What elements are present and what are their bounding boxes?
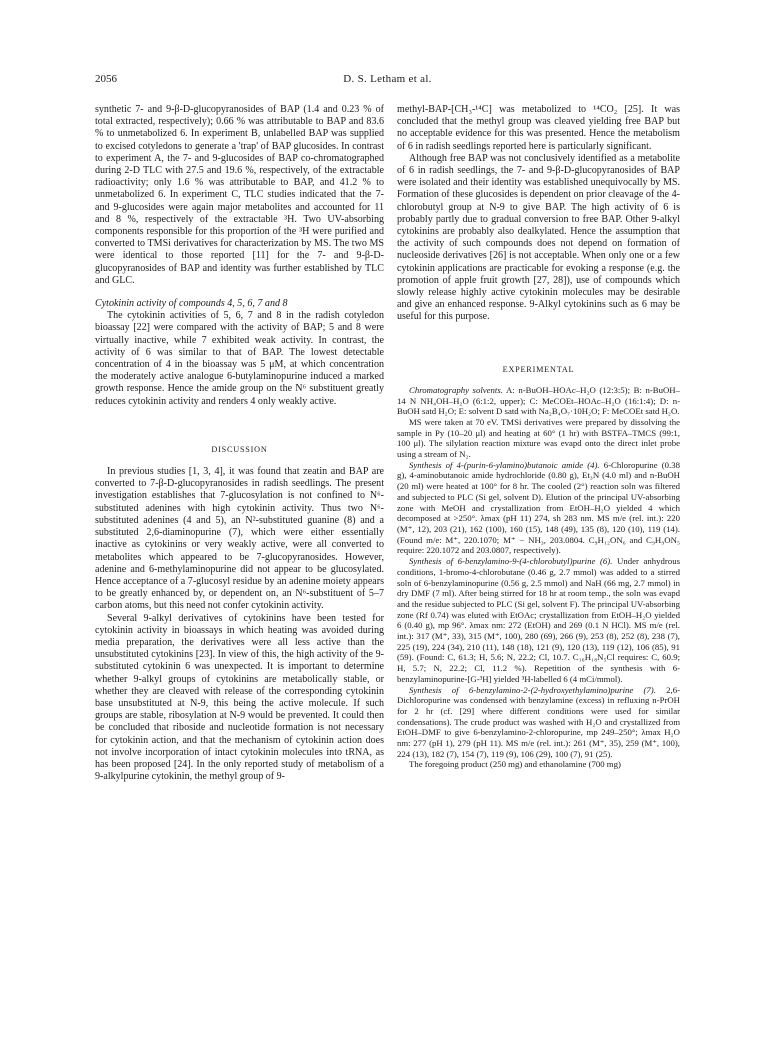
experimental-paragraph: MS were taken at 70 eV. TMSi derivatives were prepared by dissolving the sample in Py (10–20 μl) and heating at 60° (1 hr) with BSTFA–TMCS (99:1, 100 μl). The silylation reaction mixture was evapd onto the direct inlet probe using a stream of N₂. [397,416,680,460]
subsection-heading: Cytokinin activity of compounds 4, 5, 6, 7 and 8 [95,298,288,310]
body-paragraph: Several 9-alkyl derivatives of cytokinins have been tested for cytokinin activity in bioassays in which heating was avoided during media preparation, the derivatives were all less active than the unsubstituted cytokinins [23]. In view of this, the high activity of the 9-substituted cytokinin 6 was unexpected. It is important to determine whether 9-alkyl groups of cytokinins are metabolically stable, or whether they are cleaved with release of the corresponding cytokinin base unsubstituted at N-9, this being the active molecule. If such groups are stable, ribosylation at N-9 would be prevented. It could then be concluded that riboside and nucleotide formation is not necessary for cytokinin action, and that the mechanism of cytokinin action does not involve incorporation of intact cytokinin molecules into tRNA, as has been proposed [24]. In the only reported study of metabolism of a 9-alkylpurine cytokinin, the methyl group of 9- [95,612,384,783]
paragraph-label: Synthesis of 4-(purin-6-ylamino)butanoic amide (4). [409,459,600,470]
body-paragraph: methyl-BAP-[CH₃-¹⁴C] was metabolized to ¹⁴CO₂ [25]. It was concluded that the methyl group was cleaved yielding free BAP but no acceptable evidence for this was presented. Hence the metabolism of 6 in radish seedlings reported here is particularly significant. [397,104,680,152]
experimental-heading: EXPERIMENTAL [502,364,575,374]
paragraph-label: Synthesis of 6-benzylamino-2-(2-hydroxyethylamino)purine (7). [409,684,656,695]
experimental-paragraph [397,385,680,417]
experimental-paragraph [397,685,680,760]
paragraph-label: Chromatography solvents. [409,384,503,395]
body-paragraph: In previous studies [1, 3, 4], it was found that zeatin and BAP are converted to 7-β-D-glucopyranosides in radish seedlings. The present investigation establishes that 7-glucosylation is not confined to N⁶-substituted adenines with high cytokinin activity. Thus two N⁶-substituted adenines (4 and 5), an N²-substituted guanine (8) and a substituted 2,6-diaminopurine (7), which were either essentially inactive as cytokinins or very weakly active, were all converted to metabolites which appeared to be 7-glucopyranosides. However, adenine and 6-methylaminopurine did not appear to be glucosylated. Hence acceptance of a 7-glucosyl residue by an adenine moiety appears to be greatly enhanced by, or dependent on, an N⁶-substituent of 5–7 carbon atoms, but this need not confer cytokinin activity. [95,466,384,612]
paragraph-text: 2,6-Dichloropurine was condensed with benzylamine (excess) in refluxing n-PrOH for 2 hr (cf. [29] where different conditions were used for similar condensations). The crude product was washed with H₂O and crystallized from EtOH–DMF to give 6-benzylamino-2-chloropurine, mp 249–250°; λmax H₂O nm: 277 (pH 1), 279 (pH 11). MS m/e (rel. int.): 261 (M⁺, 35), 259 (M⁺, 100), 224 (13), 182 (7), 154 (7), 119 (9), 106 (29), 100 (7), 91 (25). [397,684,680,759]
body-paragraph: Although free BAP was not conclusively identified as a metabolite of 6 in radish seedlings, the 7- and 9-β-D-glucopyranosides of BAP were isolated and their identity was established unequivocally by MS. Formation of these glucosides is dependent on prior cleavage of the 4-chlorobutyl group at N-9 to give BAP. The high activity of 6 is probably partly due to gradual conversion to free BAP. Other 9-alkyl cytokinins are probably also dealkylated. Hence the assumption that the activity of such compounds does not depend on formation of nucleoside derivatives [26] is not acceptable. When only one or a few cytokinin applications are practicable for evoking a response (e.g. the promotion of apple fruit growth [27, 28]), use of compounds which slowly release highly active cytokinin molecules may be desirable and give an enhanced response. 9-Alkyl cytokinins such as 6 may be useful for this purpose. [397,152,680,323]
experimental-paragraph [397,460,680,556]
page-header [95,73,680,89]
body-paragraph: synthetic 7- and 9-β-D-glucopyranosides of BAP (1.4 and 0.23 % of total extracted, respectively); 0.66 % was attributable to BAP and 83.6 % to unmetabolized 6. In experiment B, unlabelled BAP was supplied to excised cotyledons to generate a 'trap' of BAP glucosides. In contrast to experiment A, the 7- and 9-glucosides of BAP co-chromatographed during 2-D TLC with 27.5 and 19.6 %, respectively, of the extractable radioactivity; only 1.6 % was attributable to BAP, and 41.2 % to unmetabolized 6. In experiment C, TLC studies indicated that the 7- and 9-glucosides were again major metabolites and accounted for 11 and 8 %, respectively of the extractable ³H. Two UV-absorbing components responsible for this proportion of the ³H were purified and converted to TMSi derivatives for characterization by MS. The two MS were identical to those reported [11] for the 7- and 9-β-D-glucopyranosides of BAP and identity was further established by TLC and GLC. [95,104,384,286]
experimental-paragraph [397,556,680,684]
right-column [397,104,680,770]
paragraph-text: A: n-BuOH–HOAc–H₂O (12:3:5); B: n-BuOH–14 N NH₄OH–H₂O (6:1:2, upper); C: MeCOEt–HOAc–H₂O (16:1:4); D: n-BuOH satd H₂O; E: solvent D satd with Na₂B₄O₇·10H₂O; F: MeCOEt satd H₂O. [397,384,680,417]
left-column [95,104,384,783]
page-number: 2056 [95,73,117,85]
paragraph-label: Synthesis of 6-benzylamino-9-(4-chlorobutyl)purine (6). [409,556,613,567]
paragraph-text: 6-Chloropurine (0.38 g), 4-aminobutanoic amide hydrochloride (0.80 g), Et₃N (4.0 ml) and n-BuOH (20 ml) were heated at 100° for 8 hr. The cooled (2°) reaction soln was filtered and subjected to PLC (Si gel, solvent D). Elution of the principal UV-absorbing zone with MeOH and crystallization from EtOH–H₂O yielded 4 which decomposed at >250°. λmax (pH 11) 274, sh 283 nm. MS m/e (rel. int.): 220 (M⁺, 12), 203 (21), 162 (100), 160 (15), 148 (49), 135 (8), 120 (10), 119 (14). (Found m/e: M⁺, 220.1070; M⁺ − NH₃, 203.0804. C₉H₁₂ON₆ and C₉H₉ON₅ require: 220.1072 and 203.0807, respectively). [397,459,680,556]
body-paragraph: The cytokinin activities of 5, 6, 7 and 8 in the radish cotyledon bioassay [22] were compared with the activity of BAP; 5 and 8 were virtually inactive, while 7 exhibited weak activity. In contrast, the activity of 6 was similar to that of BAP. The lowest detectable concentration of 4 in the bioassay was 5 μM, at which concentration the moderately active analogue 6-butylaminopurine induced a marked growth response. Hence the amide group on the N⁶ substituent greatly reduces cytokinin activity and renders 4 only weakly active. [95,310,384,407]
experimental-paragraph: The foregoing product (250 mg) and ethanolamine (700 mg) [409,759,621,770]
running-title: D. S. Letham et al. [343,73,432,85]
paragraph-text: Under anhydrous conditions, 1-bromo-4-chlorobutane (0.46 g, 2.7 mmol) was added to a stirred soln of 6-benzylaminopurine (0.56 g, 2.5 mmol) and NaH (66 mg, 2.7 mmol) in dry DMF (7 ml). After being stirred for 18 hr at room temp., the soln was evapd and the residue subjected to PLC (Si gel, solvent F). The principal UV-absorbing zone (Rf 0.74) was eluted with EtOAc; crystallization from EtOH–H₂O yielded 6 (0.40 g), mp 96°. λmax nm: 272 (EtOH) and 269 (0.1 N HCl). MS m/e (rel. int.): 317 (M⁺, 33), 315 (M⁺, 100), 280 (69), 266 (9), 253 (8), 252 (8), 238 (7), 225 (19), 224 (34), 210 (11), 148 (18), 121 (9), 120 (13), 119 (12), 106 (85), 91 (59). (Found: C, 61.3; H, 5.6; N, 22.2; Cl, 10.7. C₁₆H₁₈N₅Cl requires: C, 60.9; H, 5.7; N, 22.2; Cl, 11.2 %). Repetition of the synthesis with 6-benzylaminopurine-[G-³H] yielded ³H-labelled 6 (4 mCi/mmol). [397,556,680,684]
experimental-section [397,385,680,770]
discussion-heading: DISCUSSION [211,444,268,454]
